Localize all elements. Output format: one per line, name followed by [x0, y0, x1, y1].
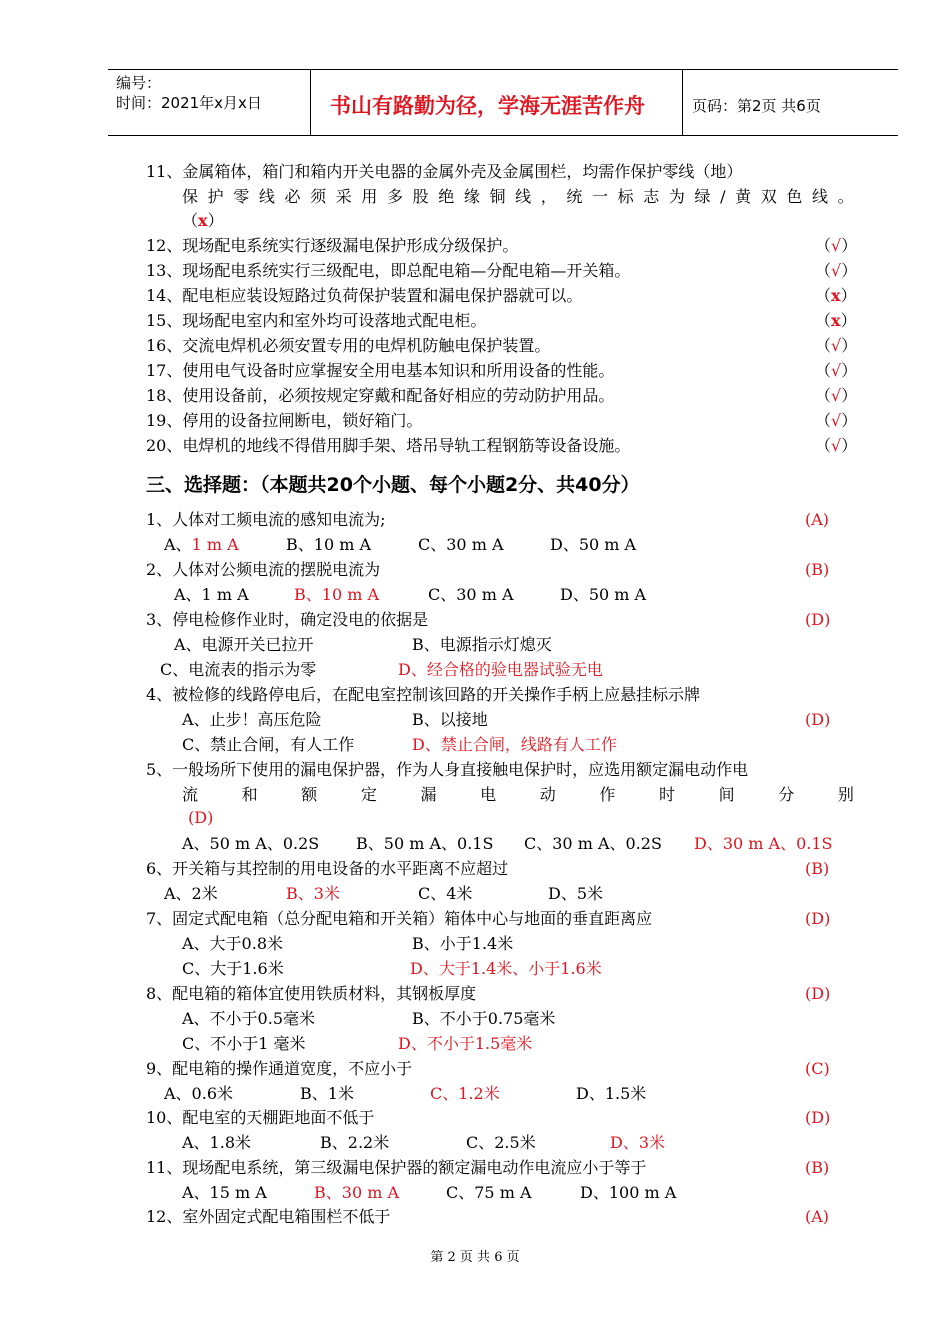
tf-item: 14、配电柜应装设短路过负荷保护装置和漏电保护器就可以。	[146, 286, 583, 305]
mc-q1-answer: (A)	[805, 510, 830, 529]
tf-item-mark: （√）	[815, 436, 858, 455]
mc-q11-stem: 11、现场配电系统，第三级漏电保护器的额定漏电动作电流应小于等于	[146, 1158, 647, 1177]
mc-q5-option-b: B、50 m A、0.1S	[356, 834, 494, 853]
mc-q6-option-c: C、4米	[418, 884, 473, 903]
mc-q10-option-a: A、1.8米	[182, 1133, 252, 1152]
justified-char: 缘	[463, 187, 480, 206]
mc-q6-answer: (B)	[805, 859, 830, 878]
justified-char: 分	[778, 785, 795, 804]
justified-char: 线	[515, 187, 532, 206]
mc-q3-answer: (D)	[805, 610, 831, 629]
justified-char: 保	[182, 187, 199, 206]
mc-q5-stem: 5、一般场所下使用的漏电保护器，作为人身直接触电保护时，应选用额定漏电动作电	[146, 760, 749, 779]
mc-q1-option-a: A、1 m A	[164, 535, 239, 554]
mc-q2-answer: (B)	[805, 560, 830, 579]
mc-q7-option-a: A、大于0.8米	[182, 934, 284, 953]
tf-item: 16、交流电焊机必须安置专用的电焊机防触电保护装置。	[146, 336, 551, 355]
mc-q1-stem: 1、人体对工频电流的感知电流为;	[146, 510, 386, 529]
mc-q9-answer: (C)	[805, 1059, 830, 1078]
mc-q8-answer: (D)	[805, 984, 831, 1003]
justified-char: 必	[284, 187, 301, 206]
mc-q1-option-c: C、30 m A	[418, 535, 504, 554]
mc-q10-stem: 10、配电室的天棚距地面不低于	[146, 1108, 375, 1127]
mc-q8-option-c: C、不小于1 毫米	[182, 1034, 306, 1053]
justified-char: 时	[659, 785, 676, 804]
justified-char: 间	[718, 785, 735, 804]
header-divider-left	[310, 69, 311, 136]
tf-item: 15、现场配电室内和室外均可设落地式配电柜。	[146, 311, 487, 330]
tf-item-mark: （√）	[815, 411, 858, 430]
header-divider-right	[682, 69, 683, 136]
mc-q9-option-d: D、1.5米	[576, 1084, 647, 1103]
mc-q7-stem: 7、固定式配电箱（总分配电箱和开关箱）箱体中心与地面的垂直距离应	[146, 909, 653, 928]
tf-item: 17、使用电气设备时应掌握安全用电基本知识和所用设备的性能。	[146, 361, 615, 380]
mc-q5-option-c: C、30 m A、0.2S	[524, 834, 662, 853]
mc-q9-stem: 9、配电箱的操作通道宽度，不应小于	[146, 1059, 413, 1078]
justified-char: 和	[241, 785, 258, 804]
mc-q11-option-b: B、30 m A	[314, 1183, 400, 1202]
justified-char: 色	[786, 187, 803, 206]
justified-char: 多	[387, 187, 404, 206]
justified-char: 电	[480, 785, 497, 804]
justified-char: 线	[812, 187, 829, 206]
document-date-label: 时间：2021年x月x日	[116, 94, 262, 112]
justified-char: 志	[643, 187, 660, 206]
mc-q9-option-a: A、0.6米	[164, 1084, 234, 1103]
justified-char: 。	[837, 187, 854, 206]
tf-item: 13、现场配电系统实行三级配电，即总配电箱—分配电箱—开关箱。	[146, 261, 631, 280]
mc-q3-option-d: D、经合格的验电器试验无电	[398, 660, 603, 679]
tf-q11-line1: 11、金属箱体，箱门和箱内开关电器的金属外壳及金属围栏，均需作保护零线（地）	[146, 162, 743, 181]
tf-item: 18、使用设备前，必须按规定穿戴和配备好相应的劳动防护用品。	[146, 386, 615, 405]
header-top-rule	[108, 69, 898, 70]
mc-q4-option-a: A、止步！高压危险	[182, 710, 322, 729]
mc-q3-option-a: A、电源开关已拉开	[174, 635, 314, 654]
tf-item-mark: （x）	[815, 311, 857, 330]
section-title: 三、选择题：（本题共20个小题、每个小题2分、共40分）	[146, 474, 640, 496]
mc-q10-option-d: D、3米	[610, 1133, 666, 1152]
justified-char: 护	[207, 187, 224, 206]
justified-char: 一	[592, 187, 609, 206]
mc-q5-answer: (D)	[188, 808, 214, 827]
justified-char: 统	[566, 187, 583, 206]
justified-char: 为	[668, 187, 685, 206]
justified-char: 作	[599, 785, 616, 804]
justified-char: 绝	[438, 187, 455, 206]
mc-q2-option-c: C、30 m A	[428, 585, 514, 604]
tf-item-mark: （√）	[815, 261, 858, 280]
mc-q2-option-b: B、10 m A	[294, 585, 380, 604]
mc-q4-option-d: D、禁止合闸，线路有人工作	[412, 735, 617, 754]
justified-char: 双	[760, 187, 777, 206]
mc-q4-answer: (D)	[805, 710, 831, 729]
tf-q11-line2	[182, 185, 854, 209]
mc-q9-option-c: C、1.2米	[430, 1084, 500, 1103]
mc-q11-option-d: D、100 m A	[580, 1183, 677, 1202]
mc-q8-stem: 8、配电箱的箱体宜使用铁质材料，其钢板厚度	[146, 984, 477, 1003]
mc-q4-stem: 4、被检修的线路停电后，在配电室控制该回路的开关操作手柄上应悬挂标示牌	[146, 685, 701, 704]
justified-char: 定	[360, 785, 377, 804]
mc-q2-stem: 2、人体对公频电流的摆脱电流为	[146, 560, 381, 579]
tf-item: 20、电焊机的地线不得借用脚手架、塔吊导轨工程钢筋等设备设施。	[146, 436, 631, 455]
mc-q12-answer: (A)	[805, 1207, 830, 1226]
justified-char: 额	[301, 785, 318, 804]
tf-q11-mark: x	[198, 211, 208, 230]
tf-item-mark: （√）	[815, 386, 858, 405]
mc-q10-answer: (D)	[805, 1108, 831, 1127]
justified-char: 须	[310, 187, 327, 206]
mc-q6-option-b: B、3米	[286, 884, 340, 903]
tf-item-mark: （√）	[815, 236, 858, 255]
mc-q2-option-a: A、1 m A	[174, 585, 249, 604]
mc-q5-stem-line2	[182, 783, 854, 807]
justified-char: 采	[335, 187, 352, 206]
tf-q11-mark-line	[182, 209, 224, 233]
justified-char: 动	[539, 785, 556, 804]
mc-q8-option-d: D、不小于1.5毫米	[398, 1034, 533, 1053]
header-bottom-rule	[108, 135, 898, 136]
mc-q7-option-b: B、小于1.4米	[412, 934, 514, 953]
header-page-label: 页码：第2页 共6页	[692, 97, 821, 115]
tf-item-mark: （√）	[815, 336, 858, 355]
justified-char: 铜	[489, 187, 506, 206]
justified-char: ，	[540, 187, 557, 206]
tf-item-mark: （x）	[815, 286, 857, 305]
mc-q7-answer: (D)	[805, 909, 831, 928]
tf-item-mark: （√）	[815, 361, 858, 380]
mc-q3-option-b: B、电源指示灯熄灭	[412, 635, 552, 654]
justified-char: 黄	[735, 187, 752, 206]
mc-q1-option-b: B、10 m A	[286, 535, 372, 554]
mc-q4-option-b: B、以接地	[412, 710, 488, 729]
mc-q5-option-d: D、30 m A、0.1S	[694, 834, 833, 853]
document-number-label: 编号：	[116, 74, 162, 92]
justified-char: 用	[361, 187, 378, 206]
justified-char: 漏	[420, 785, 437, 804]
mc-q11-answer: (B)	[805, 1158, 830, 1177]
justified-char: 别	[837, 785, 854, 804]
mc-q12-stem: 12、室外固定式配电箱围栏不低于	[146, 1207, 391, 1226]
mc-q8-option-a: A、不小于0.5毫米	[182, 1009, 316, 1028]
header-motto: 书山有路勤为径，学海无涯苦作舟	[330, 94, 645, 118]
page-footer: 第 2 页 共 6 页	[430, 1250, 520, 1265]
mc-q2-option-d: D、50 m A	[560, 585, 647, 604]
justified-char: 股	[412, 187, 429, 206]
tf-item: 12、现场配电系统实行逐级漏电保护形成分级保护。	[146, 236, 519, 255]
justified-char: 零	[233, 187, 250, 206]
mc-q11-option-c: C、75 m A	[446, 1183, 532, 1202]
justified-char: 绿	[694, 187, 711, 206]
mc-q8-option-b: B、不小于0.75毫米	[412, 1009, 556, 1028]
mc-q7-option-c: C、大于1.6米	[182, 959, 284, 978]
mc-q3-stem: 3、停电检修作业时，确定没电的依据是	[146, 610, 429, 629]
tf-item: 19、停用的设备拉闸断电，锁好箱门。	[146, 411, 423, 430]
justified-char: /	[720, 187, 726, 206]
mc-q6-option-d: D、5米	[548, 884, 604, 903]
justified-char: 流	[182, 785, 199, 804]
mc-q11-option-a: A、15 m A	[182, 1183, 267, 1202]
mc-q1-option-d: D、50 m A	[550, 535, 637, 554]
mc-q7-option-d: D、大于1.4米、小于1.6米	[410, 959, 602, 978]
justified-char: 线	[258, 187, 275, 206]
mc-q3-option-c: C、电流表的指示为零	[160, 660, 317, 679]
tf-q11-open-paren: （	[182, 211, 199, 230]
mc-q4-option-c: C、禁止合闸，有人工作	[182, 735, 355, 754]
mc-q9-option-b: B、1米	[300, 1084, 354, 1103]
mc-q6-stem: 6、开关箱与其控制的用电设备的水平距离不应超过	[146, 859, 509, 878]
mc-q10-option-c: C、2.5米	[466, 1133, 536, 1152]
mc-q10-option-b: B、2.2米	[320, 1133, 390, 1152]
mc-q6-option-a: A、2米	[164, 884, 218, 903]
justified-char: 标	[617, 187, 634, 206]
mc-q5-option-a: A、50 m A、0.2S	[182, 834, 320, 853]
tf-q11-close-paren: ）	[207, 211, 224, 230]
